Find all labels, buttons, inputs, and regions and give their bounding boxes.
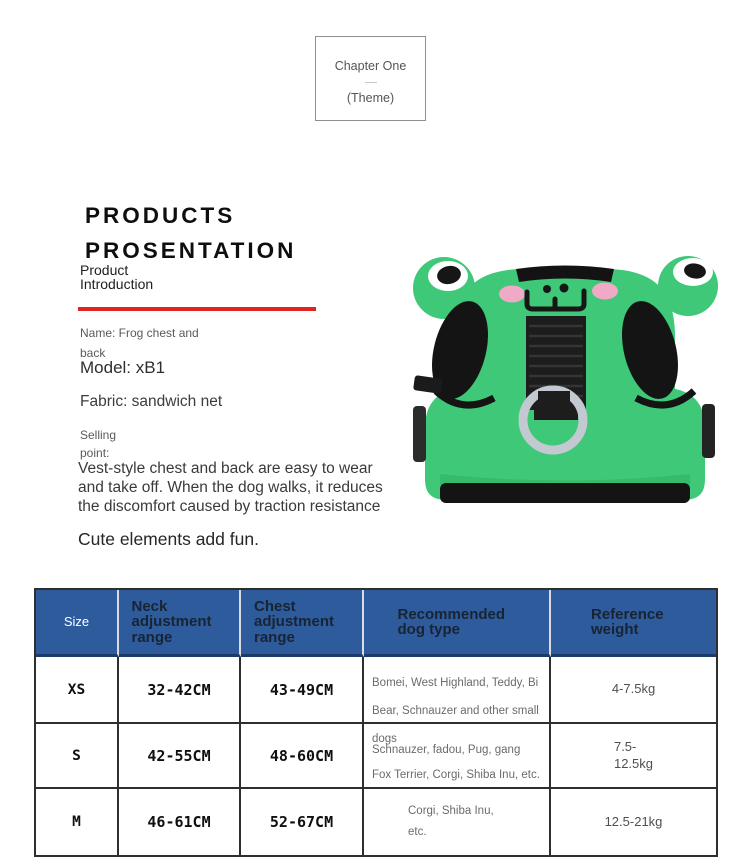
section-subtitle-line1: Product bbox=[80, 262, 129, 278]
header-size: Size bbox=[36, 590, 119, 657]
description-line: and take off. When the dog walks, it reduces bbox=[78, 479, 383, 496]
cell-dogtype-s: Schnauzer, fadou, Pug, gang Fox Terrier, Corgi, Shiba Inu, etc. bbox=[364, 724, 551, 789]
page-title-line1: PRODUCTS bbox=[85, 203, 236, 228]
cell-chest-s: 48-60CM bbox=[241, 724, 364, 789]
product-name-line2: back bbox=[80, 346, 106, 360]
header-dog-type: Recommended dog type bbox=[364, 590, 551, 657]
webbing-mount bbox=[534, 406, 578, 420]
description-line: Vest-style chest and back are easy to wear bbox=[78, 460, 373, 477]
cheek-left bbox=[499, 286, 525, 303]
side-strap-left bbox=[413, 406, 426, 462]
ring-loop bbox=[538, 391, 570, 408]
product-name-line1: Name: Frog chest and bbox=[80, 326, 199, 340]
selling-point-label-line1: Selling bbox=[80, 428, 117, 442]
chapter-divider bbox=[365, 82, 377, 83]
product-photo bbox=[400, 238, 730, 528]
side-strap-right bbox=[702, 404, 715, 458]
description-line: the discomfort caused by traction resistance bbox=[78, 498, 381, 515]
chapter-box bbox=[315, 36, 426, 121]
section-subtitle bbox=[80, 264, 153, 291]
nostril-right bbox=[560, 284, 569, 293]
product-model: Model: xB1 bbox=[80, 358, 166, 377]
cell-neck-xs: 32-42CM bbox=[119, 657, 241, 724]
section-subtitle-line2: Introduction bbox=[80, 275, 154, 292]
chapter-subtitle: (Theme) bbox=[346, 91, 395, 105]
product-tagline: Cute elements add fun. bbox=[78, 529, 259, 549]
bottom-trim bbox=[440, 483, 690, 503]
cell-size-m: M bbox=[36, 789, 119, 855]
product-description bbox=[78, 459, 383, 516]
header-reference-weight: Reference weight bbox=[551, 590, 716, 657]
cell-chest-m: 52-67CM bbox=[241, 789, 364, 855]
cell-dogtype-m: Corgi, Shiba Inu, etc. bbox=[364, 789, 551, 855]
page-title bbox=[85, 199, 296, 268]
cell-neck-m: 46-61CM bbox=[119, 789, 241, 855]
frog-harness-illustration bbox=[400, 238, 730, 528]
cell-dogtype-xs: Bomei, West Highland, Teddy, Bi Bear, Schnauzer and other small dogs bbox=[364, 657, 551, 724]
selling-point-label-line2: point: bbox=[80, 446, 110, 460]
cell-size-s: S bbox=[36, 724, 119, 789]
accent-underline bbox=[78, 307, 316, 311]
cell-neck-s: 42-55CM bbox=[119, 724, 241, 789]
product-fabric: Fabric: sandwich net bbox=[80, 393, 223, 410]
cell-chest-xs: 43-49CM bbox=[241, 657, 364, 724]
chapter-title: Chapter One bbox=[334, 59, 407, 73]
header-neck-range: Neck adjustment range bbox=[119, 590, 241, 657]
cell-weight-s: 7.5- 12.5kg bbox=[551, 724, 716, 789]
header-chest-range: Chest adjustment range bbox=[241, 590, 364, 657]
cheek-right bbox=[592, 283, 618, 300]
size-table bbox=[34, 588, 718, 857]
nostril-left bbox=[543, 285, 551, 293]
page-title-line2: PROSENTATION bbox=[85, 237, 297, 263]
cell-size-xs: XS bbox=[36, 657, 119, 724]
cell-weight-m: 12.5-21kg bbox=[604, 813, 663, 829]
cell-weight-xs: 4-7.5kg bbox=[551, 657, 716, 724]
